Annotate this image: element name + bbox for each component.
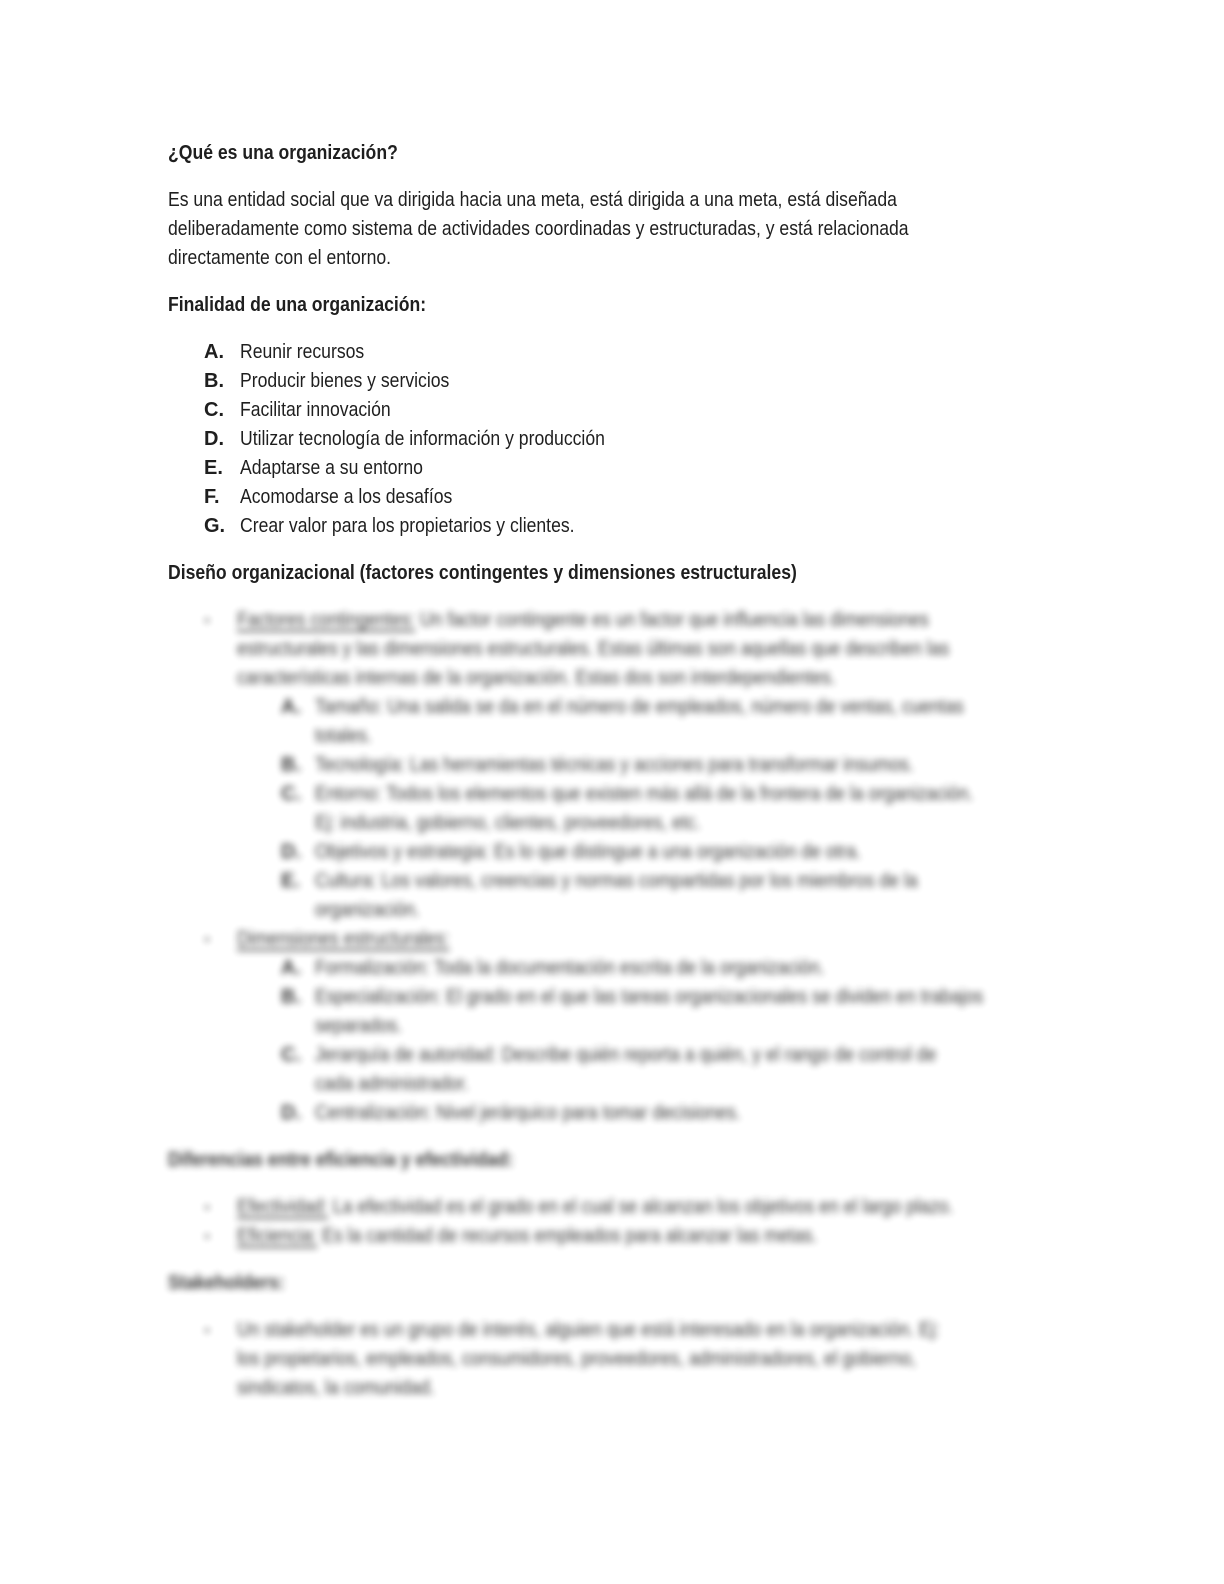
list-letter: F. — [204, 486, 220, 508]
sub-list-item — [168, 751, 1068, 780]
list-item — [168, 483, 1068, 512]
list-letter: D. — [281, 841, 301, 863]
text-line-content: Un stakeholder es un grupo de interés, alguien que está interesado en la organización. Ej: — [237, 1319, 940, 1341]
list-item-body — [315, 751, 1068, 780]
diferencias-list — [168, 1193, 1068, 1251]
list-item-text: Crear valor para los propietarios y clientes. — [240, 515, 575, 537]
text-line — [237, 1345, 1068, 1374]
text-line-content: los propietarios, empleados, consumidores, proveedores, administradores, el gobierno, — [237, 1348, 916, 1370]
text-line — [315, 983, 1068, 1012]
text-line-content: cada administrador. — [315, 1073, 469, 1095]
finalidad-heading-text: Finalidad de una organización: — [168, 294, 427, 316]
list-item-text: Acomodarse a los desafíos — [240, 486, 453, 508]
list-letter: G. — [204, 515, 226, 537]
list-item-text: Utilizar tecnología de información y producción — [240, 428, 605, 450]
term-rest: La efectividad es el grado en el cual se alcanzan los objetivos en el largo plazo. — [327, 1196, 954, 1218]
document-title — [168, 139, 1068, 168]
list-item-body — [315, 954, 1068, 983]
underlined-term: Dimensiones estructurales: — [237, 928, 450, 950]
intro-line — [168, 244, 1068, 273]
text-line-content: organización. — [315, 899, 420, 921]
list-item-body — [237, 1316, 1068, 1403]
text-line-content: Tecnología: Las herramientas técnicas y acciones para transformar insumos. — [315, 754, 914, 776]
bullet-square-icon: ▪ — [205, 932, 210, 946]
sub-list-item — [168, 954, 1068, 983]
underlined-term: Eficiencia: — [237, 1225, 318, 1247]
text-line — [315, 693, 1068, 722]
list-item-body — [315, 1099, 1068, 1128]
list-item-body — [237, 1222, 1068, 1251]
sub-list-item — [168, 983, 1068, 1041]
list-item-body — [315, 867, 1068, 925]
text-line — [315, 751, 1068, 780]
list-item — [168, 606, 1068, 693]
intro-line — [168, 186, 1068, 215]
list-item-body — [237, 925, 1068, 954]
list-letter: C. — [281, 783, 301, 805]
list-letter: A. — [281, 957, 301, 979]
text-line-content — [237, 1222, 817, 1251]
list-item-body — [315, 693, 1068, 751]
list-item — [168, 454, 1068, 483]
text-line — [237, 1222, 1068, 1251]
text-line — [315, 896, 1068, 925]
text-line — [237, 1316, 1068, 1345]
list-item — [168, 512, 1068, 541]
intro-line — [168, 215, 1068, 244]
list-item-text: Facilitar innovación — [240, 399, 391, 421]
list-letter: E. — [204, 457, 223, 479]
diseno-heading — [168, 559, 1068, 588]
finalidad-list — [168, 338, 1068, 541]
bullet-square-icon: ▪ — [205, 1229, 210, 1243]
text-line-content: estructurales y las dimensiones estructurales. Estas últimas son aquellas que describen las — [237, 638, 950, 660]
sub-list-item — [168, 780, 1068, 838]
document-content — [168, 139, 1068, 1421]
underlined-term: Factores contingentes: — [237, 609, 416, 631]
list-item-body — [237, 606, 1068, 693]
text-line — [315, 838, 1068, 867]
list-item-body — [237, 1193, 1068, 1222]
text-line-content: Cultura: Los valores, creencias y normas compartidas por los miembros de la — [315, 870, 918, 892]
text-line-content: Formalización: Toda la documentación escrita de la organización. — [315, 957, 825, 979]
list-item — [168, 1222, 1068, 1251]
list-item — [168, 396, 1068, 425]
text-line-content: Centralización: Nivel jerárquico para tomar decisiones. — [315, 1102, 741, 1124]
text-line-content — [237, 606, 929, 635]
list-item-text: Adaptarse a su entorno — [240, 457, 423, 479]
text-line-content: Especialización: El grado en el que las tareas organizacionales se dividen en trabajos — [315, 986, 984, 1008]
list-letter: B. — [281, 754, 301, 776]
term-rest: Es la cantidad de recursos empleados para alcanzar las metas. — [317, 1225, 818, 1247]
text-line — [237, 1193, 1068, 1222]
sub-list-item — [168, 867, 1068, 925]
text-line — [237, 664, 1068, 693]
list-item-body — [315, 780, 1068, 838]
list-item — [168, 925, 1068, 954]
list-item — [168, 1193, 1068, 1222]
text-line — [237, 925, 1068, 954]
text-line-content: Objetivos y estrategia: Es lo que distingue a una organización de otra. — [315, 841, 861, 863]
list-item-text: Reunir recursos — [240, 341, 365, 363]
diferencias-heading-text: Diferencias entre eficiencia y efectividad: — [168, 1149, 514, 1171]
sub-list-item — [168, 838, 1068, 867]
underlined-term: Efectividad: — [237, 1196, 328, 1218]
text-line — [315, 954, 1068, 983]
text-line — [315, 867, 1068, 896]
list-item-body — [315, 1041, 1068, 1099]
stakeholders-list — [168, 1316, 1068, 1403]
text-line — [237, 1374, 1068, 1403]
text-line-content: Ej: industria, gobierno, clientes, proveedores, etc. — [315, 812, 701, 834]
diseno-heading-text: Diseño organizacional (factores contingentes y dimensiones estructurales) — [168, 562, 797, 584]
text-line — [315, 809, 1068, 838]
list-item-body — [315, 983, 1068, 1041]
stakeholders-heading — [168, 1269, 1068, 1298]
term-rest: Un factor contingente es un factor que influencia las dimensiones — [415, 609, 929, 631]
diferencias-heading — [168, 1146, 1068, 1175]
list-item — [168, 338, 1068, 367]
list-letter: C. — [281, 1044, 301, 1066]
text-line — [237, 635, 1068, 664]
text-line — [315, 780, 1068, 809]
text-line-content: Tamaño: Una salida se da en el número de empleados, número de ventas, cuentas — [315, 696, 964, 718]
bullet-square-icon: ▪ — [205, 1323, 210, 1337]
intro-line-text: Es una entidad social que va dirigida hacia una meta, está dirigida a una meta, está diseñada — [168, 189, 897, 211]
text-line-content: separados. — [315, 1015, 403, 1037]
text-line-content: Jerarquía de autoridad: Describe quién reporta a quién, y el rango de control de — [315, 1044, 937, 1066]
text-line-content — [237, 1193, 953, 1222]
sub-list-item — [168, 1099, 1068, 1128]
text-line — [315, 722, 1068, 751]
finalidad-heading — [168, 291, 1068, 320]
intro-line-text: deliberadamente como sistema de actividades coordinadas y estructuradas, y está relacionada — [168, 218, 909, 240]
list-letter: A. — [204, 341, 224, 363]
stakeholders-heading-text: Stakeholders: — [168, 1272, 285, 1294]
list-letter: A. — [281, 696, 301, 718]
list-letter: B. — [204, 370, 224, 392]
list-letter: B. — [281, 986, 301, 1008]
list-item — [168, 425, 1068, 454]
text-line-content: Entorno: Todos los elementos que existen más allá de la frontera de la organización. — [315, 783, 974, 805]
text-line — [315, 1070, 1068, 1099]
list-item-body — [315, 838, 1068, 867]
sub-list-item — [168, 693, 1068, 751]
text-line — [315, 1012, 1068, 1041]
text-line-content: características internas de la organización. Estas dos son interdependientes. — [237, 667, 836, 689]
list-item — [168, 1316, 1068, 1403]
text-line-content: totales. — [315, 725, 372, 747]
text-line — [315, 1099, 1068, 1128]
sub-list-item — [168, 1041, 1068, 1099]
intro-line-text: directamente con el entorno. — [168, 247, 392, 269]
design-factors-list-blurred — [168, 606, 1068, 1128]
document-title-text: ¿Qué es una organización? — [168, 142, 398, 164]
list-letter: C. — [204, 399, 224, 421]
bullet-square-icon: ▪ — [205, 1200, 210, 1214]
list-letter: D. — [281, 1102, 301, 1124]
text-line — [237, 606, 1068, 635]
list-letter: E. — [281, 870, 300, 892]
text-line — [315, 1041, 1068, 1070]
intro-paragraph — [168, 186, 1068, 273]
list-letter: D. — [204, 428, 224, 450]
text-line-content: sindicatos, la comunidad. — [237, 1377, 435, 1399]
list-item — [168, 367, 1068, 396]
bullet-square-icon: ▪ — [205, 613, 210, 627]
list-item-text: Producir bienes y servicios — [240, 370, 450, 392]
